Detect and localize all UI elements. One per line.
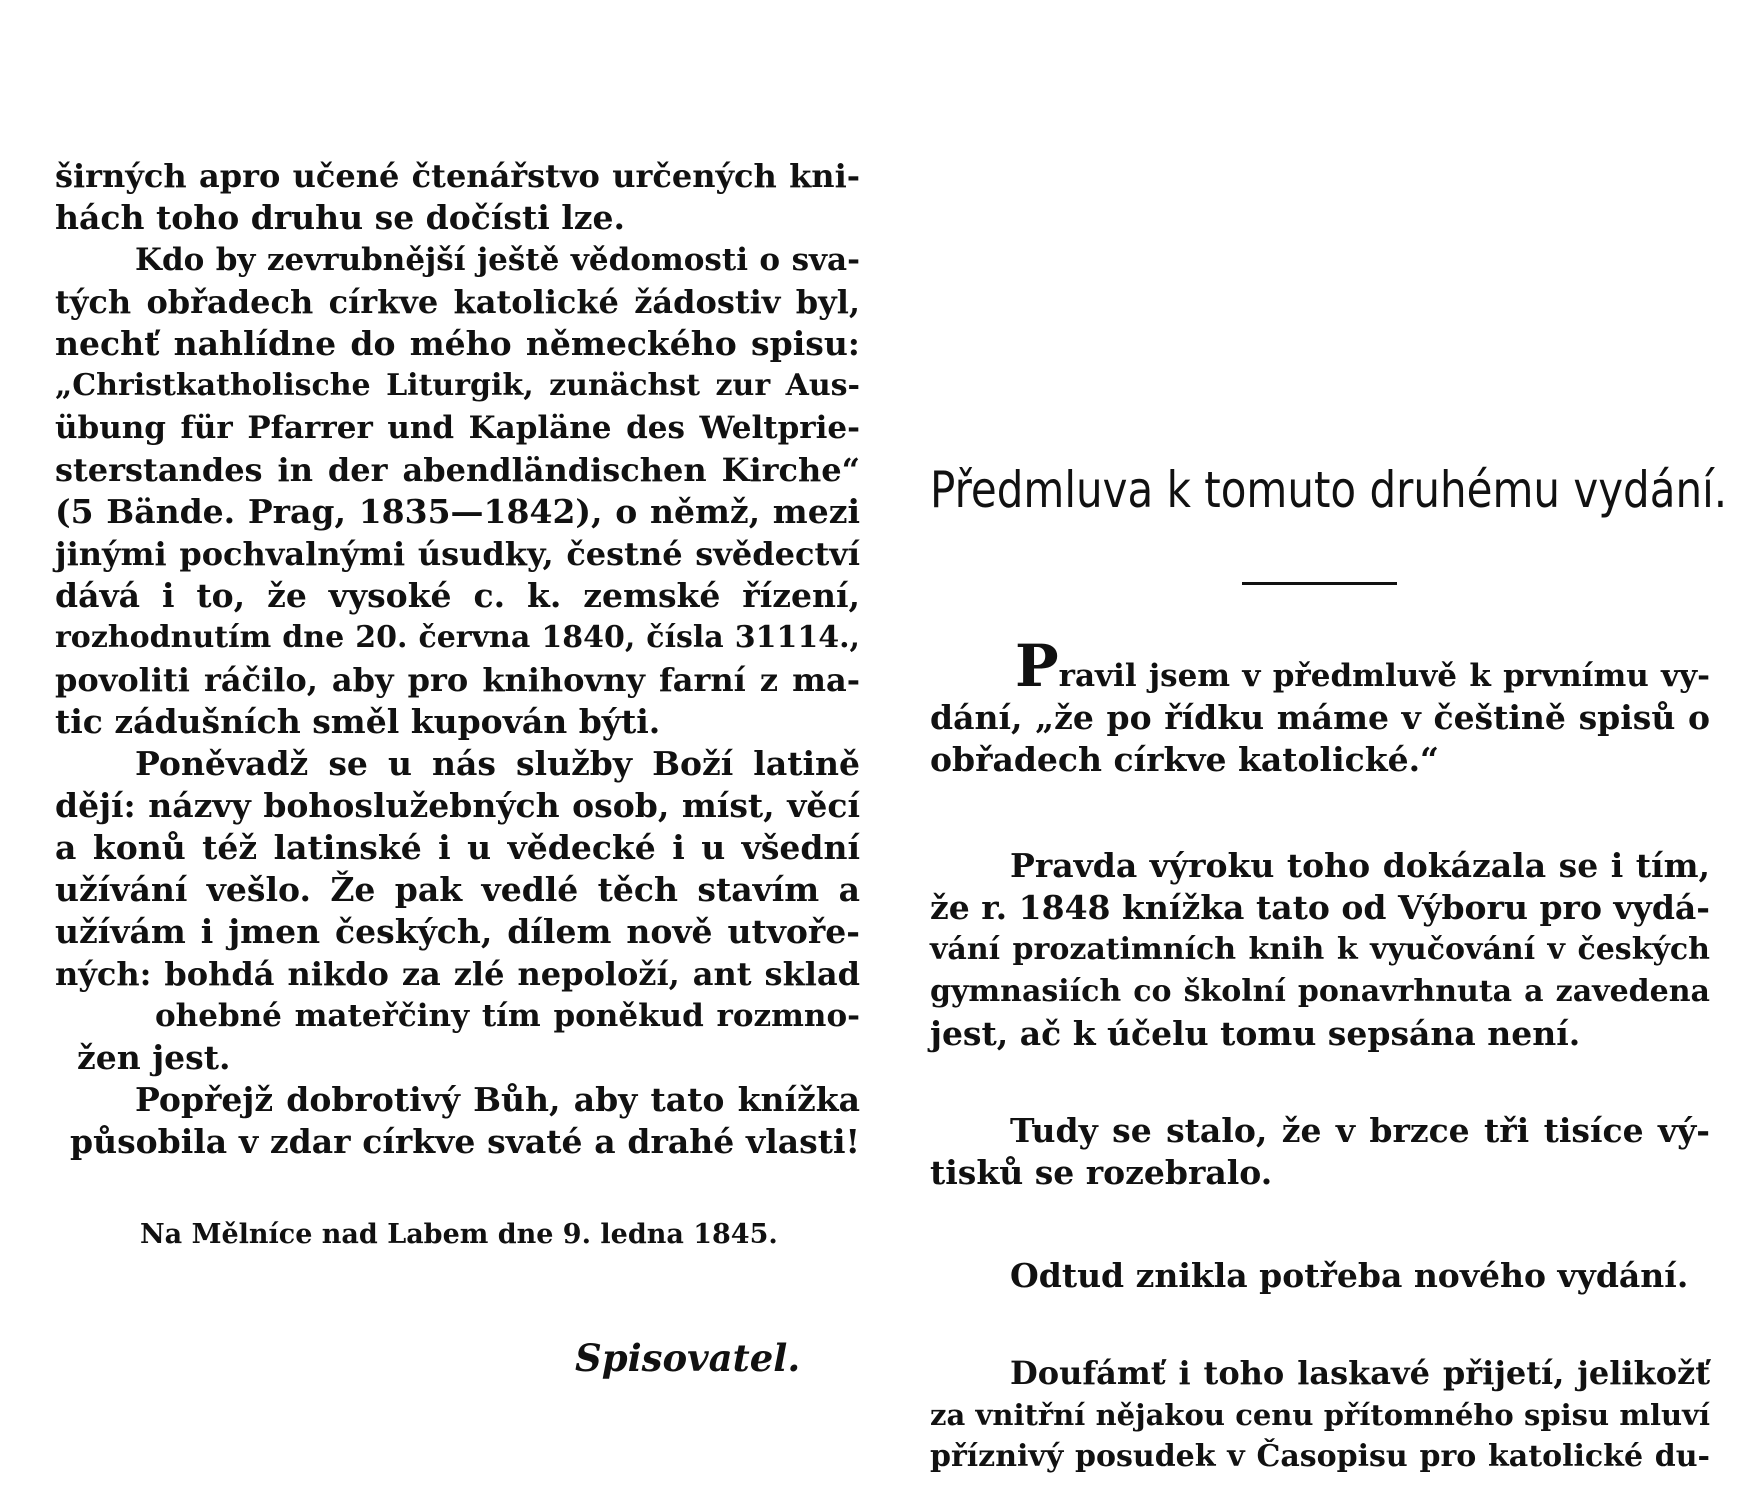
text-line: a konů též latinské i u vědecké i u všední — [55, 828, 860, 867]
text-line: obřadech církve katolické.“ — [930, 740, 1440, 779]
text-line: žen jest. — [77, 1038, 231, 1077]
text-line: Doufámť i toho laskavé přijetí, jelikožť — [1010, 1354, 1710, 1392]
text-line: Kdo by zevrubnější ještě vědomosti o sva- — [135, 242, 860, 278]
text-line: jinými pochvalnými úsudky, čestné svědectví — [55, 535, 860, 573]
text-line: gymnasiích co školní ponavrhnuta a zavedena — [930, 974, 1710, 1009]
place-date-line: Na Mělníce nad Labem dne 9. ledna 1845. — [140, 1219, 778, 1250]
left-text-block — [55, 155, 860, 1163]
text-line: tých obřadech církve katolické žádostiv byl, — [55, 283, 860, 321]
text-line: že r. 1848 knížka tato od Výboru pro vydá- — [930, 888, 1710, 927]
paragraph-5 — [930, 1352, 1710, 1478]
text-line: Popřejž dobrotivý Bůh, aby tato knížka — [135, 1080, 860, 1119]
text-line: tic zádušních směl kupován býti. — [55, 702, 661, 741]
preface-heading: Předmluva k tomuto druhému vydání. — [930, 461, 1728, 519]
text-line: übung für Pfarrer und Kapläne des Weltprie- — [55, 410, 860, 446]
text-line: „Christkatholische Liturgik, zunächst zur Aus- — [55, 368, 860, 403]
paragraph-3 — [930, 1110, 1710, 1194]
text-line: dává i to, že vysoké c. k. zemské řízení, — [55, 576, 860, 615]
author-signature: Spisovatel. — [575, 1336, 801, 1380]
text-line: sterstandes in der abendländischen Kirche“ — [55, 451, 860, 489]
text-line: užívám i jmen českých, dílem nově utvoře- — [55, 912, 860, 951]
paragraph-1 — [930, 632, 1710, 781]
text-line: příznivý posudek v Časopisu pro katolické du- — [930, 1439, 1710, 1474]
text-line: působila v zdar církve svaté a drahé vlasti! — [70, 1122, 860, 1161]
text-line: nechť nahlídne do mého německého spisu: — [55, 324, 860, 363]
text-line: jest, ač k účelu tomu sepsána není. — [930, 1014, 1581, 1053]
text-line: užívání vešlo. Že pak vedlé těch stavím a — [55, 870, 860, 909]
text-fragment: ravil jsem v předmluvě k prvnímu vy- — [1058, 658, 1710, 694]
text-line: Poněvadž se u nás služby Boží latině — [135, 744, 860, 783]
text-line: Tudy se stalo, že v brzce tři tisíce vý- — [1010, 1111, 1710, 1150]
text-line: povoliti ráčilo, aby pro knihovny farní z ma- — [55, 661, 860, 699]
left-page — [55, 0, 860, 1500]
text-line: Odtud znikla potřeba nového vydání. — [1010, 1256, 1689, 1295]
text-line: ných: bohdá nikdo za zlé nepoloží, ant sklad — [55, 955, 860, 993]
text-line: dání, „že po řídku máme v češtině spisů o — [930, 698, 1710, 737]
text-line: za vnitřní nějakou cenu přítomného spisu mluví — [930, 1398, 1710, 1432]
text-line: tisků se rozebralo. — [930, 1153, 1273, 1192]
text-line: (5 Bände. Prag, 1835—1842), o němž, mezi — [55, 492, 860, 531]
drop-cap: P — [1015, 632, 1059, 700]
text-line — [930, 632, 1710, 700]
text-line: Pravda výroku toho dokázala se i tím, — [1010, 846, 1710, 885]
text-line: hách toho druhu se dočísti lze. — [55, 198, 626, 237]
text-line: rozhodnutím dne 20. června 1840, čísla 31114., — [55, 620, 860, 655]
text-line: širných apro učené čtenářstvo určených kni- — [55, 157, 860, 195]
text-line: ohebné mateřčiny tím poněkud rozmno- — [155, 998, 860, 1034]
paragraph-2 — [930, 845, 1710, 1055]
paragraph-4 — [930, 1255, 1710, 1297]
text-line: dějí: názvy bohoslužebných osob, míst, věcí — [55, 786, 860, 825]
heading-divider — [1242, 582, 1397, 585]
text-line: vání prozatimních knih k vyučování v českých — [930, 932, 1710, 967]
right-page — [930, 0, 1728, 1500]
